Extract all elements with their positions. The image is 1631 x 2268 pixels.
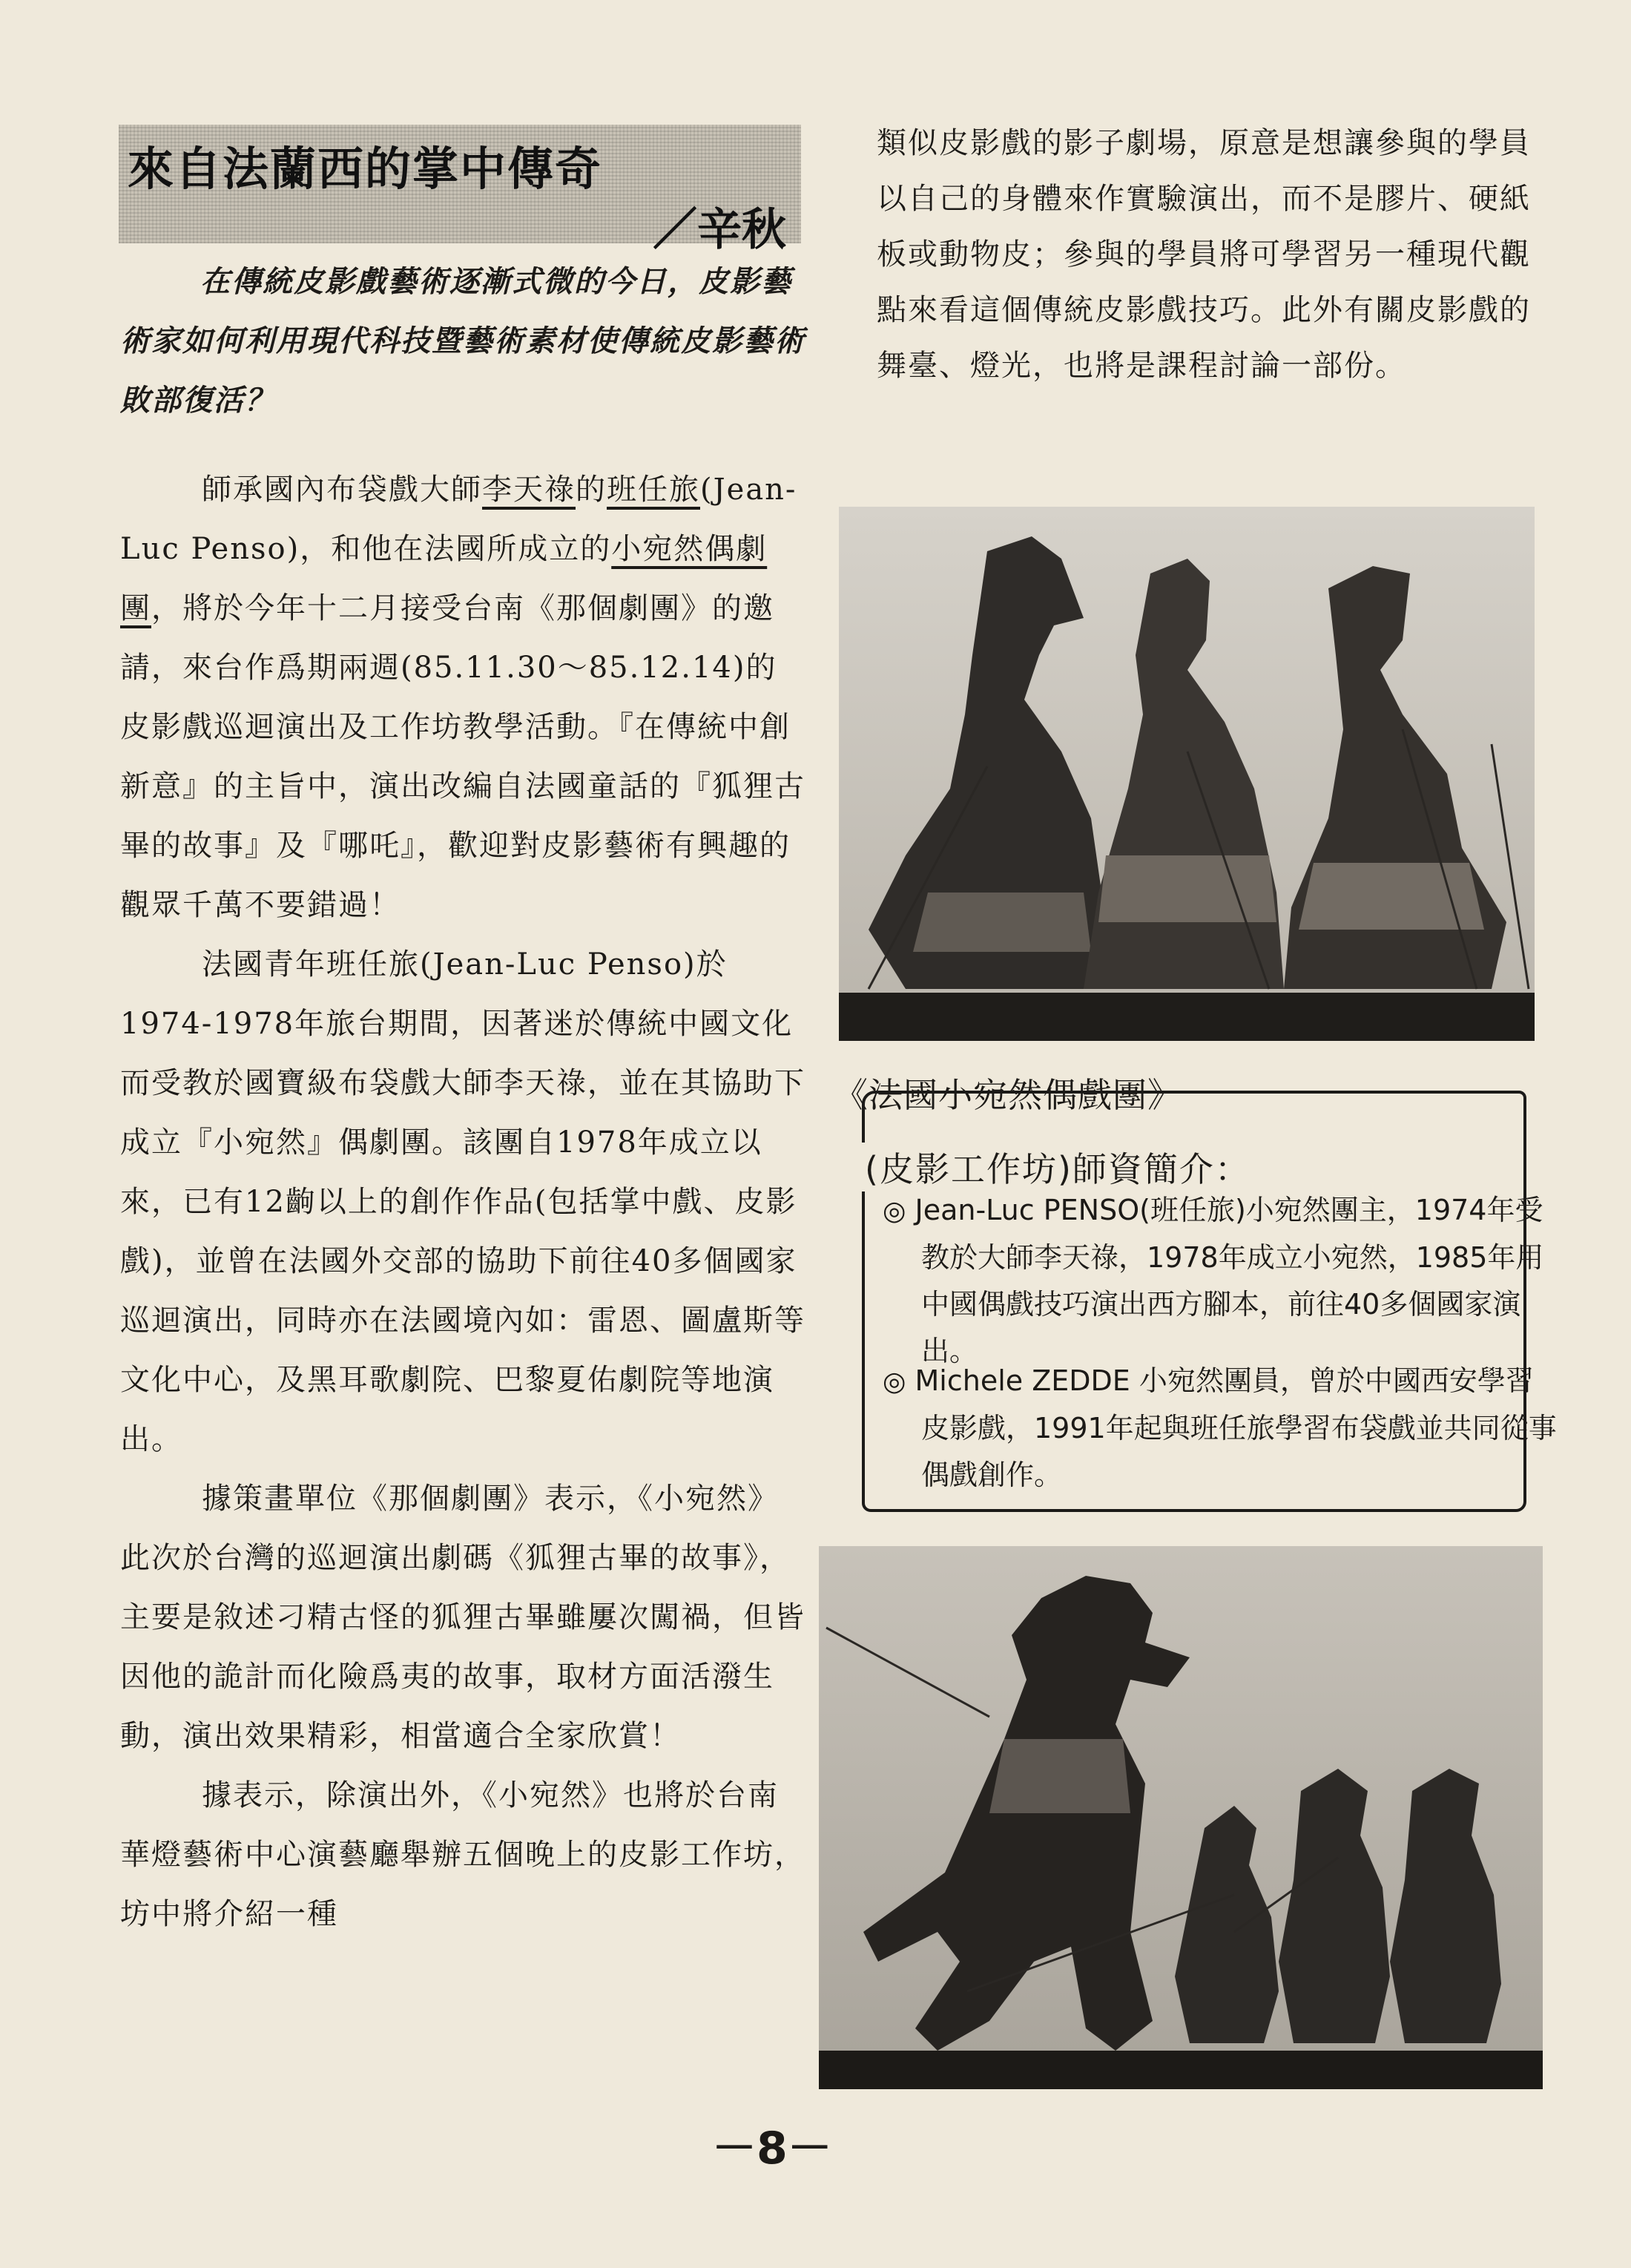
bullet-icon: ◎ bbox=[883, 1367, 906, 1397]
caption-subheading: (皮影工作坊)師資簡介： bbox=[860, 1143, 1255, 1191]
bio-zedde bbox=[883, 1358, 1559, 1499]
p1-text-b: 的 bbox=[576, 473, 607, 507]
paragraph-2: 法國青年班任旅(Jean-Luc Penso)於1974-1978年旅台期間，因著迷於傳統中國文化而受教於國寶級布袋戲大師李天祿，並在其協助下成立『小宛然』偶劇團。該團自1978年成立以來，已有12齣以上的創作作品(包括掌中戲、皮影戲)，並曾在法國外交部的協助下前往40多個國家巡迴演出，同時亦在法國境內如：雷恩、圖盧斯等文化中心，及黑耳歌劇院、巴黎夏佑劇院等地演出。 bbox=[120, 947, 805, 1456]
paragraph-4-continued: 類似皮影戲的影子劇場，原意是想讓參與的學員以自己的身體來作實驗演出，而不是膠片、硬紙板或動物皮；參與的學員將可學習另一種現代觀點來看這個傳統皮影戲技巧。此外有關皮影戲的舞臺、燈光，也將是課程討論一部份。 bbox=[877, 126, 1531, 383]
paragraph-1 bbox=[120, 460, 806, 935]
article-body-left bbox=[120, 460, 806, 1944]
p1-text-d: ，將於今年十二月接受台南《那個劇團》的邀請，來台作爲期兩週(85.11.30～85.12.14)的皮影戲巡迴演出及工作坊教學活動。『在傳統中創新意』的主旨中，演出改編自法國童話的『狐狸古畢的故事』及『哪吒』，歡迎對皮影藝術有興趣的觀眾千萬不要錯過！ bbox=[120, 591, 805, 922]
p1-text-c: (Jean-Luc Penso)，和他在法國所成立的 bbox=[120, 473, 797, 566]
bullet-icon: ◎ bbox=[883, 1196, 906, 1226]
bio-zedde-text: Michele ZEDDE 小宛然團員，曾於中國西安學習皮影戲，1991年起與班任旅學習布袋戲並共同從事偶戲創作。 bbox=[915, 1364, 1557, 1491]
shadow-puppet-photo-1 bbox=[839, 507, 1535, 1041]
article-author: ／辛秋 bbox=[653, 204, 786, 256]
bio-penso bbox=[883, 1187, 1559, 1375]
article-title: 來自法蘭西的掌中傳奇 bbox=[128, 142, 603, 196]
article-lead: 在傳統皮影戲藝術逐漸式微的今日，皮影藝術家如何利用現代科技暨藝術素材使傳統皮影藝術敗部復活？ bbox=[120, 264, 805, 418]
p1-text-a: 師承國內布袋戲大師 bbox=[202, 473, 482, 507]
p1-teacher-name: 李天祿 bbox=[482, 473, 576, 507]
paragraph-3: 據策畫單位《那個劇團》表示，《小宛然》此次於台灣的巡迴演出劇碼《狐狸古畢的故事》，主要是敘述刁精古怪的狐狸古畢雖屢次闖禍，但皆因他的詭計而化險爲夷的故事，取材方面活潑生動，演出效果精彩，相當適合全家欣賞！ bbox=[120, 1482, 805, 1753]
show-through-texture bbox=[141, 89, 151, 123]
p1-artist-name: 班任旅 bbox=[607, 473, 700, 507]
three-puppets-image bbox=[839, 507, 1535, 1041]
fox-puppets-image bbox=[819, 1546, 1543, 2089]
caption-heading: 《法國小宛然偶戲團》 bbox=[834, 1075, 1182, 1115]
paragraph-4: 據表示，除演出外，《小宛然》也將於台南華燈藝術中心演藝廳舉辦五個晚上的皮影工作坊，坊中將介紹一種 bbox=[120, 1778, 805, 1931]
shadow-puppet-photo-2 bbox=[819, 1546, 1543, 2089]
p1-troupe-name: 小宛然偶劇團 bbox=[120, 532, 768, 625]
bio-penso-text: Jean-Luc PENSO(班任旅)小宛然團主，1974年受教於大師李天祿，1978年成立小宛然，1985年用中國偶戲技巧演出西方腳本，前往40多個國家演出。 bbox=[915, 1194, 1544, 1367]
page-number: －8－ bbox=[712, 2123, 832, 2175]
